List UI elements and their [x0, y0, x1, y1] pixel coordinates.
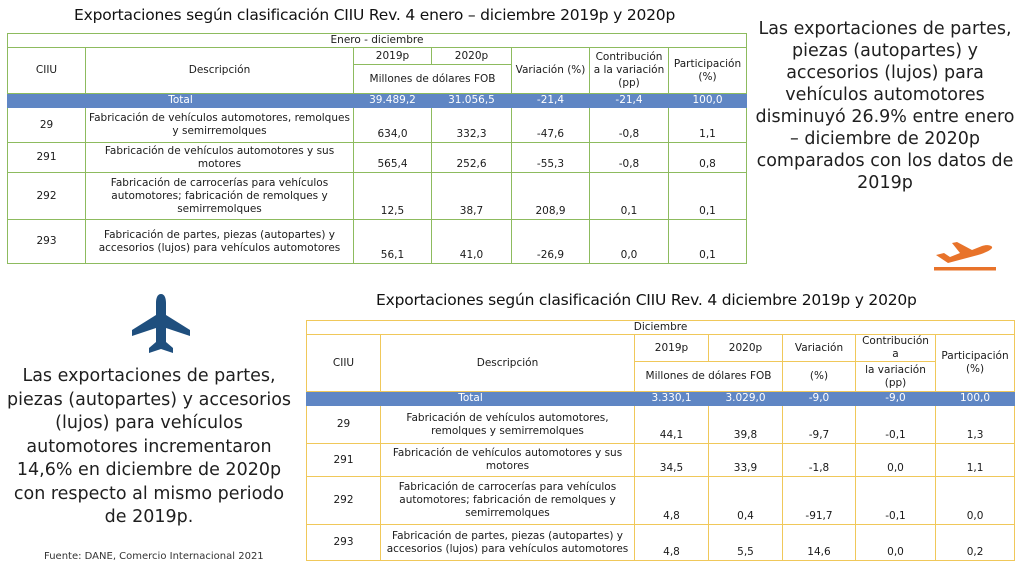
ciiu-code: 293	[8, 220, 86, 264]
total-2019: 3.330,1	[635, 392, 709, 406]
variacion-header: Variación	[783, 335, 856, 362]
total-row	[307, 392, 1015, 406]
variacion: -47,6	[512, 108, 590, 143]
value-2019: 34,5	[635, 444, 709, 477]
description: Fabricación de vehículos automotores y sus motores	[381, 444, 635, 477]
ciiu-code: 291	[307, 444, 381, 477]
units-header: Millones de dólares FOB	[354, 65, 512, 94]
variacion: 14,6	[783, 525, 856, 561]
value-2019: 44,1	[635, 406, 709, 444]
variacion-unit-header: (%)	[783, 362, 856, 392]
value-2020: 41,0	[432, 220, 512, 264]
total-contribucion: -9,0	[856, 392, 936, 406]
ciiu-header: CIIU	[307, 335, 381, 392]
december-table-title: Exportaciones según clasificación CIIU Rev. 4 diciembre 2019p y 2020p	[376, 291, 917, 309]
year-2020-header: 2020p	[709, 335, 783, 362]
total-contribucion: -21,4	[590, 94, 669, 108]
participacion: 1,1	[669, 108, 747, 143]
value-2020: 0,4	[709, 477, 783, 525]
description: Fabricación de vehículos automotores y sus motores	[86, 143, 354, 173]
participacion: 0,1	[669, 173, 747, 220]
variacion: -91,7	[783, 477, 856, 525]
annual-exports-table	[7, 33, 747, 264]
period-header: Diciembre	[307, 321, 1015, 335]
contribucion: 0,0	[856, 525, 936, 561]
contribucion: 0,0	[590, 220, 669, 264]
total-2019: 39.489,2	[354, 94, 432, 108]
participacion: 0,8	[669, 143, 747, 173]
ciiu-code: 29	[8, 108, 86, 143]
table-row	[307, 525, 1015, 561]
value-2019: 565,4	[354, 143, 432, 173]
total-label: Total	[307, 392, 635, 406]
ciiu-code: 291	[8, 143, 86, 173]
contribucion: -0,1	[856, 477, 936, 525]
participacion: 0,0	[936, 477, 1015, 525]
participacion-header: Participación (%)	[669, 48, 747, 94]
value-2020: 39,8	[709, 406, 783, 444]
table-row	[8, 143, 747, 173]
december-exports-table	[306, 320, 1015, 561]
contribucion: -0,8	[590, 143, 669, 173]
ciiu-code: 293	[307, 525, 381, 561]
participacion-header: Participación (%)	[936, 335, 1015, 392]
total-row	[8, 94, 747, 108]
description: Fabricación de carrocerías para vehículos automotores; fabricación de remolques y semirremolques	[86, 173, 354, 220]
contribucion: -0,8	[590, 108, 669, 143]
variacion: 208,9	[512, 173, 590, 220]
ciiu-code: 292	[8, 173, 86, 220]
table-row	[307, 444, 1015, 477]
description: Fabricación de carrocerías para vehículos automotores; fabricación de remolques y semirremolques	[381, 477, 635, 525]
annual-callout: Las exportaciones de partes, piezas (autopartes) y accesorios (lujos) para vehículos automotores disminuyó 26.9% entre enero – diciembre de 2020p comparados con los datos de 2019p	[755, 19, 1015, 193]
variacion: -9,7	[783, 406, 856, 444]
year-2020-header: 2020p	[432, 48, 512, 65]
value-2019: 12,5	[354, 173, 432, 220]
descripcion-header: Descripción	[86, 48, 354, 94]
contribucion: -0,1	[856, 406, 936, 444]
total-participacion: 100,0	[669, 94, 747, 108]
year-2019-header: 2019p	[354, 48, 432, 65]
participacion: 0,1	[669, 220, 747, 264]
ciiu-header: CIIU	[8, 48, 86, 94]
value-2020: 38,7	[432, 173, 512, 220]
participacion: 0,2	[936, 525, 1015, 561]
value-2020: 252,6	[432, 143, 512, 173]
descripcion-header: Descripción	[381, 335, 635, 392]
table-row	[307, 477, 1015, 525]
total-participacion: 100,0	[936, 392, 1015, 406]
table-row	[8, 220, 747, 264]
description: Fabricación de partes, piezas (autopartes) y accesorios (lujos) para vehículos automotores	[86, 220, 354, 264]
variacion: -1,8	[783, 444, 856, 477]
description: Fabricación de partes, piezas (autopartes) y accesorios (lujos) para vehículos automotores	[381, 525, 635, 561]
value-2020: 332,3	[432, 108, 512, 143]
value-2020: 5,5	[709, 525, 783, 561]
description: Fabricación de vehículos automotores, remolques y semirremolques	[381, 406, 635, 444]
ciiu-code: 292	[307, 477, 381, 525]
ciiu-code: 29	[307, 406, 381, 444]
variacion: -55,3	[512, 143, 590, 173]
value-2019: 56,1	[354, 220, 432, 264]
airplane-icon	[131, 293, 191, 355]
airplane-departure-icon	[930, 238, 996, 272]
contribucion: 0,1	[590, 173, 669, 220]
period-header: Enero - diciembre	[8, 34, 747, 48]
year-2019-header: 2019p	[635, 335, 709, 362]
table-row	[8, 108, 747, 143]
participacion: 1,3	[936, 406, 1015, 444]
total-variacion: -21,4	[512, 94, 590, 108]
total-variacion: -9,0	[783, 392, 856, 406]
value-2019: 4,8	[635, 477, 709, 525]
total-label: Total	[8, 94, 354, 108]
december-callout: Las exportaciones de partes, piezas (autopartes) y accesorios (lujos) para vehículos automotores incrementaron 14,6% en diciembre de 2020p con respecto al mismo periodo de 2019p.	[6, 366, 292, 527]
units-header: Millones de dólares FOB	[635, 362, 783, 392]
contribucion-sub-header: la variación (pp)	[856, 362, 936, 392]
variacion: -26,9	[512, 220, 590, 264]
value-2020: 33,9	[709, 444, 783, 477]
total-2020: 3.029,0	[709, 392, 783, 406]
source-note: Fuente: DANE, Comercio Internacional 2021	[44, 551, 264, 562]
table-row	[307, 406, 1015, 444]
contribucion-header: Contribución a	[856, 335, 936, 362]
annual-table-title: Exportaciones según clasificación CIIU Rev. 4 enero – diciembre 2019p y 2020p	[74, 6, 676, 24]
value-2019: 634,0	[354, 108, 432, 143]
participacion: 1,1	[936, 444, 1015, 477]
value-2019: 4,8	[635, 525, 709, 561]
contribucion: 0,0	[856, 444, 936, 477]
description: Fabricación de vehículos automotores, remolques y semirremolques	[86, 108, 354, 143]
table-row	[8, 173, 747, 220]
contribucion-header: Contribución a la variación (pp)	[590, 48, 669, 94]
variacion-header: Variación (%)	[512, 48, 590, 94]
total-2020: 31.056,5	[432, 94, 512, 108]
